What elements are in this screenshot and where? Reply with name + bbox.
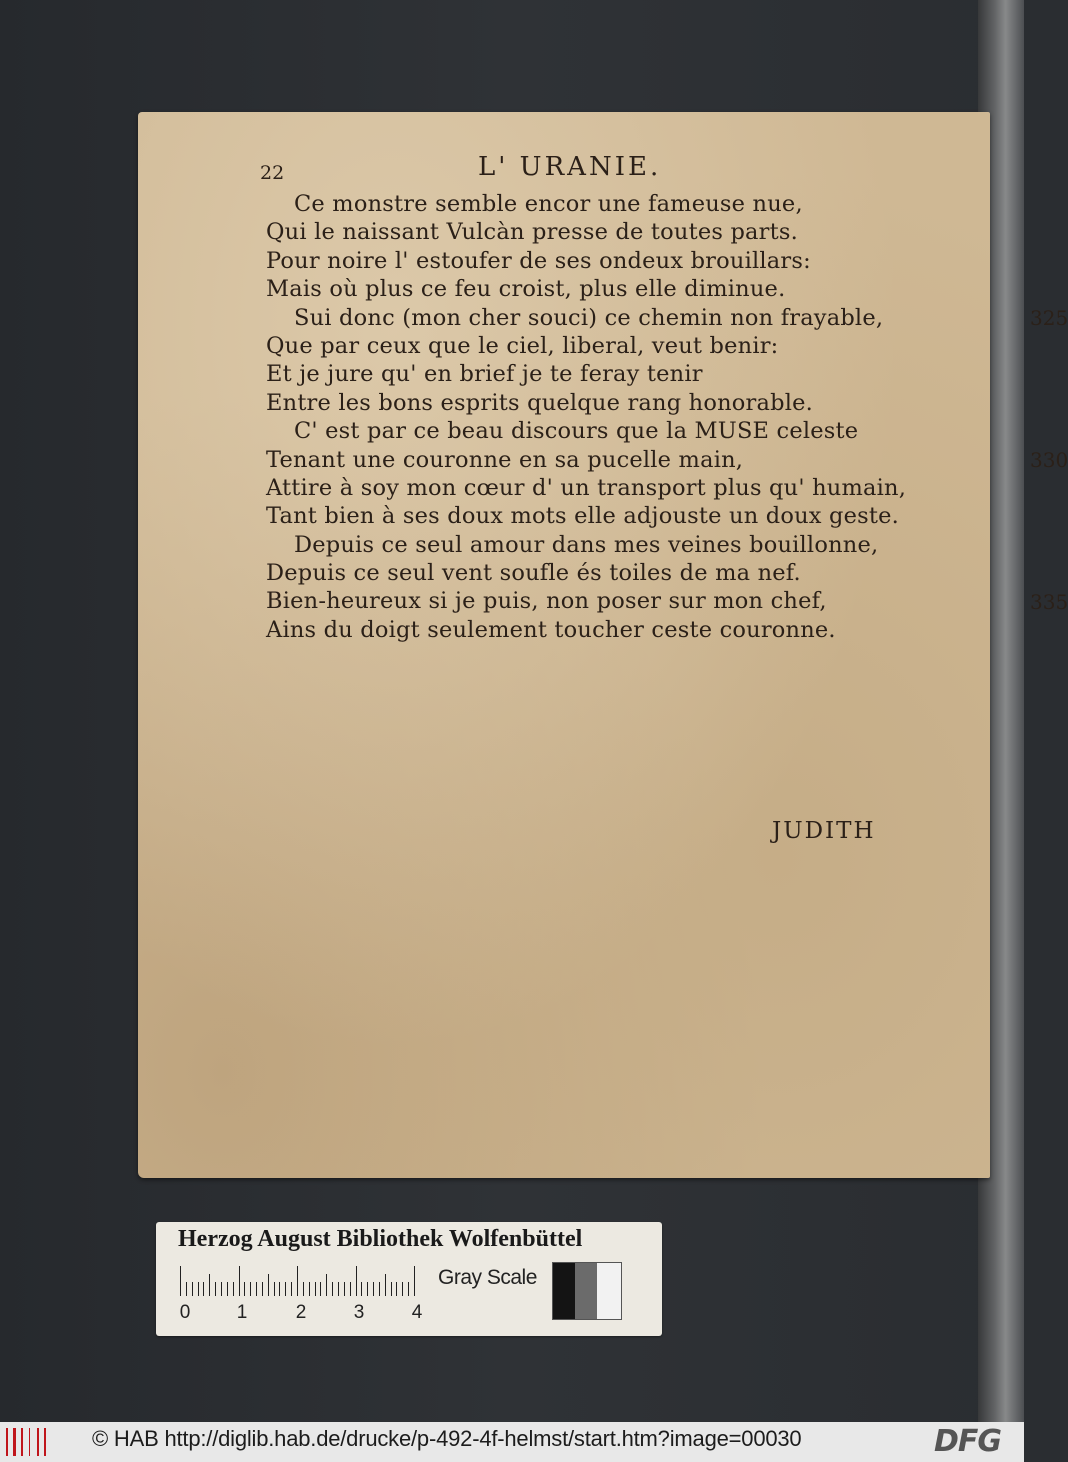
line-number: 335 bbox=[1030, 589, 1068, 614]
verse-line: C' est par ce beau discours que la MUSE celeste bbox=[294, 418, 859, 445]
color-chart bbox=[156, 1222, 662, 1336]
barcode-bar bbox=[37, 1428, 39, 1456]
catchword: JUDITH bbox=[772, 818, 876, 844]
running-title: L' URANIE. bbox=[478, 152, 662, 182]
ruler-tick bbox=[244, 1282, 245, 1296]
swatch-gray bbox=[575, 1263, 597, 1319]
ruler-tick bbox=[338, 1282, 339, 1296]
source-url[interactable]: © HAB http://diglib.hab.de/drucke/p-492-4f-helmst/start.htm?image=00030 bbox=[92, 1426, 802, 1451]
verse-line: Ce monstre semble encor une fameuse nue, bbox=[294, 191, 803, 217]
verse-block bbox=[266, 190, 1068, 644]
scale-number-3: 3 bbox=[353, 1302, 365, 1323]
barcode-bar bbox=[21, 1428, 23, 1456]
ruler-tick bbox=[379, 1282, 380, 1296]
ruler-tick bbox=[391, 1282, 392, 1296]
ruler-tick bbox=[361, 1282, 362, 1296]
gray-scale-label: Gray Scale bbox=[438, 1266, 537, 1289]
ruler-tick bbox=[297, 1266, 298, 1296]
verse-line: Bien-heureux si je puis, non poser sur mon chef, bbox=[266, 588, 827, 615]
dfg-logo: DFG bbox=[934, 1424, 1002, 1459]
ruler-tick bbox=[209, 1274, 210, 1296]
ruler-tick bbox=[192, 1282, 193, 1296]
ruler-tick bbox=[239, 1266, 240, 1296]
page-number: 22 bbox=[260, 162, 285, 184]
ruler-tick bbox=[344, 1282, 345, 1296]
ruler-tick bbox=[279, 1282, 280, 1296]
verse-line: Tant bien à ses doux mots elle adjouste un doux geste. bbox=[266, 503, 899, 530]
ruler-tick bbox=[221, 1282, 222, 1296]
ruler-tick bbox=[414, 1266, 415, 1296]
ruler-tick bbox=[215, 1282, 216, 1296]
ruler-tick bbox=[291, 1282, 292, 1296]
ruler-tick bbox=[315, 1282, 316, 1296]
verse-line: Que par ceux que le ciel, liberal, veut benir: bbox=[266, 332, 779, 359]
verse-line: Qui le naissant Vulcàn presse de toutes parts. bbox=[266, 219, 798, 246]
gray-swatches bbox=[552, 1262, 622, 1320]
ruler-tick bbox=[227, 1282, 228, 1296]
swatch-black bbox=[553, 1263, 575, 1319]
scale-number-2: 2 bbox=[295, 1302, 307, 1323]
ruler-tick bbox=[385, 1274, 386, 1296]
ruler-tick bbox=[203, 1282, 204, 1296]
barcode-icon bbox=[6, 1428, 50, 1456]
ruler-tick bbox=[256, 1282, 257, 1296]
ruler-tick bbox=[285, 1282, 286, 1296]
ruler-tick bbox=[396, 1282, 397, 1296]
verse-line: Ains du doigt seulement toucher ceste couronne. bbox=[266, 616, 836, 643]
verse-line: Depuis ce seul amour dans mes veines bouillonne, bbox=[294, 531, 879, 558]
ruler-tick bbox=[180, 1266, 181, 1296]
verse-line: Pour noire l' estoufer de ses ondeux brouillars: bbox=[266, 247, 811, 274]
library-name: Herzog August Bibliothek Wolfenbüttel bbox=[178, 1226, 583, 1252]
verse-line: Attire à soy mon cœur d' un transport plus qu' humain, bbox=[266, 474, 907, 501]
ruler-tick bbox=[262, 1282, 263, 1296]
barcode-bar bbox=[29, 1428, 30, 1456]
ruler-tick bbox=[332, 1282, 333, 1296]
ruler-tick bbox=[268, 1274, 269, 1296]
line-number: 325 bbox=[1030, 305, 1068, 330]
scale-number-0: 0 bbox=[179, 1302, 191, 1323]
line-number: 330 bbox=[1030, 447, 1068, 472]
barcode-bar bbox=[13, 1428, 16, 1456]
ruler-tick bbox=[320, 1282, 321, 1296]
ruler-tick bbox=[303, 1282, 304, 1296]
verse-line: Mais où plus ce feu croist, plus elle diminue. bbox=[266, 276, 786, 303]
barcode-bar bbox=[6, 1428, 8, 1456]
swatch-white bbox=[597, 1263, 621, 1319]
ruler-tick bbox=[198, 1282, 199, 1296]
verse-line: Entre les bons esprits quelque rang honorable. bbox=[266, 389, 813, 416]
book-page bbox=[138, 112, 1068, 1178]
barcode-bar bbox=[44, 1428, 46, 1456]
ruler-tick bbox=[274, 1282, 275, 1296]
verse-line: Tenant une couronne en sa pucelle main, bbox=[266, 446, 744, 473]
cm-ruler bbox=[180, 1266, 420, 1296]
verse-line: Sui donc (mon cher souci) ce chemin non frayable, bbox=[294, 304, 884, 331]
scale-number-1: 1 bbox=[236, 1302, 248, 1323]
footer-bar bbox=[0, 1422, 1024, 1462]
verse-line: Et je jure qu' en brief je te feray tenir bbox=[266, 361, 703, 388]
ruler-tick bbox=[402, 1282, 403, 1296]
scale-number-4: 4 bbox=[411, 1302, 423, 1323]
ruler-tick bbox=[233, 1282, 234, 1296]
ruler-tick bbox=[326, 1274, 327, 1296]
ruler-tick bbox=[309, 1282, 310, 1296]
ruler-tick bbox=[367, 1282, 368, 1296]
ruler-tick bbox=[350, 1282, 351, 1296]
verse-line: Depuis ce seul vent soufle és toiles de ma nef. bbox=[266, 560, 801, 587]
ruler-tick bbox=[356, 1266, 357, 1296]
ruler-tick bbox=[186, 1282, 187, 1296]
ruler-tick bbox=[408, 1282, 409, 1296]
running-head bbox=[138, 152, 990, 192]
ruler-tick bbox=[250, 1282, 251, 1296]
ruler-tick bbox=[373, 1282, 374, 1296]
